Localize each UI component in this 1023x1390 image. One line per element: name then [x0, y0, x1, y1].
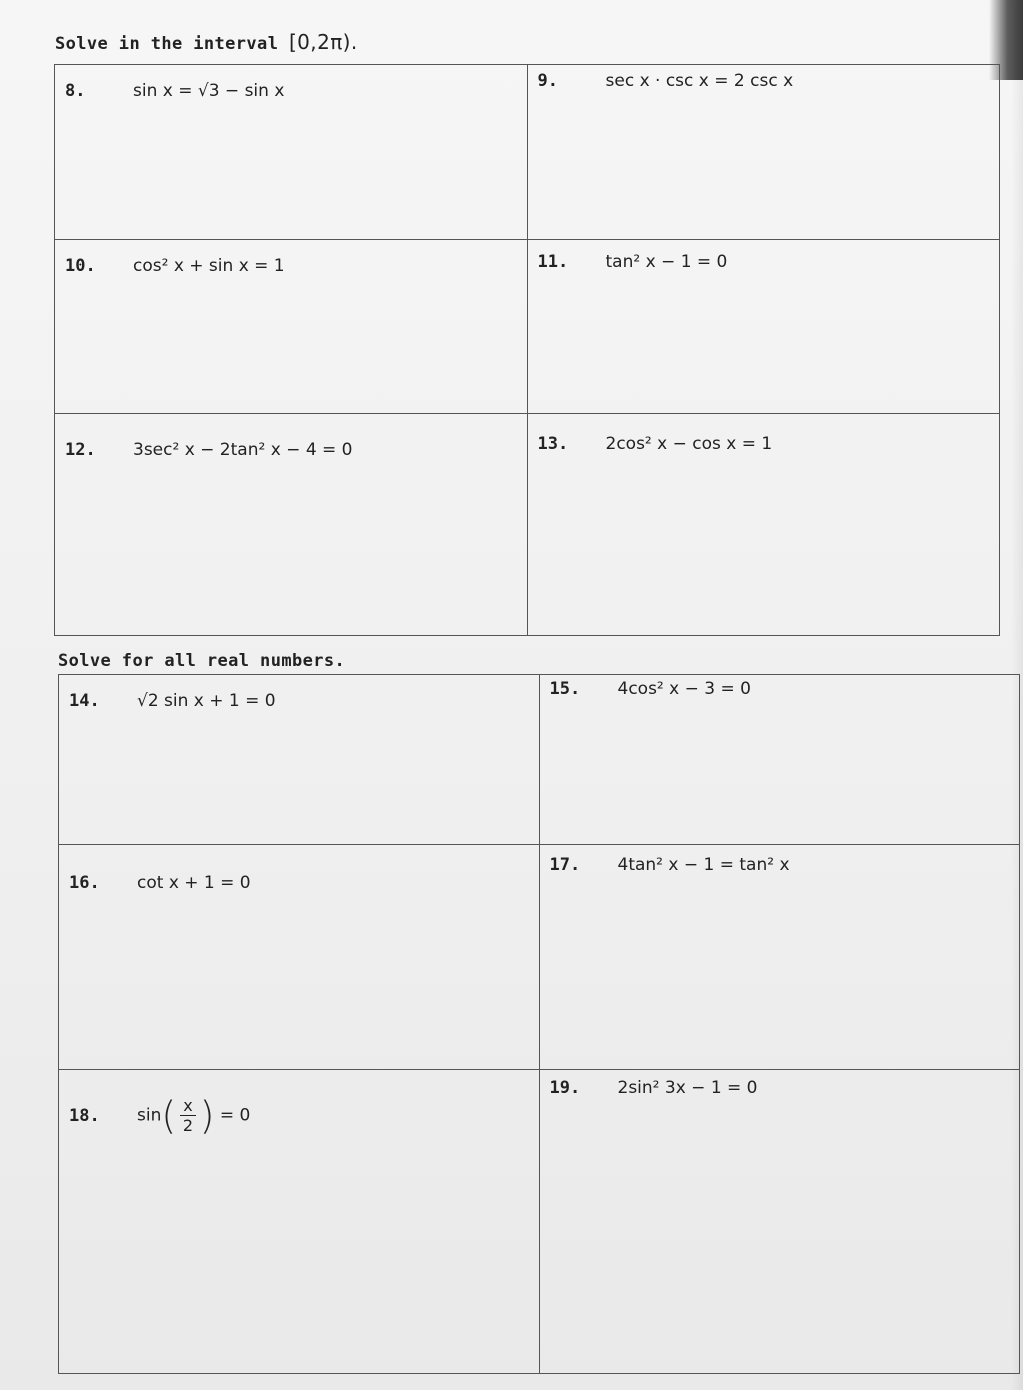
section2-heading-text: Solve for all real numbers.	[58, 651, 346, 671]
problem-number: 14.	[69, 691, 100, 711]
problem-equation: cos² x + sin x = 1	[133, 255, 285, 276]
section1-heading-text: Solve in the interval	[55, 34, 279, 54]
problem-equation	[137, 1093, 251, 1138]
problem-cell	[539, 675, 1020, 845]
fraction-denominator: 2	[182, 1116, 194, 1136]
problem-equation: 4tan² x − 1 = tan² x	[617, 855, 790, 876]
problem-number: 17.	[549, 855, 581, 876]
problems-grid-1	[54, 64, 1000, 636]
right-paren: )	[199, 1093, 215, 1138]
problem-equation: 3sec² x − 2tan² x − 4 = 0	[133, 440, 353, 461]
interval-text: [0,2π).	[288, 30, 358, 54]
problem-cell	[59, 845, 540, 1070]
problem-equation: √2 sin x + 1 = 0	[137, 691, 276, 711]
problem-cell	[527, 414, 1000, 636]
problem-number: 16.	[69, 873, 100, 894]
problem-equation: sec x · csc x = 2 csc x	[605, 71, 794, 91]
section1-heading	[55, 30, 358, 54]
problem-number: 10.	[65, 255, 96, 276]
problem-cell	[539, 845, 1020, 1070]
problem-equation: cot x + 1 = 0	[137, 873, 251, 894]
problem-number: 19.	[549, 1078, 581, 1099]
problem-equation: 2sin² 3x − 1 = 0	[617, 1078, 758, 1099]
problem-equation: tan² x − 1 = 0	[605, 251, 728, 272]
problem-cell	[55, 65, 528, 240]
problem-number: 15.	[549, 679, 581, 699]
fraction-numerator: x	[180, 1096, 195, 1116]
equation-suffix: = 0	[219, 1105, 251, 1126]
problem-equation: sin x = √3 − sin x	[133, 81, 285, 101]
left-paren: (	[161, 1093, 177, 1138]
problem-cell	[55, 239, 528, 414]
problem-cell	[527, 65, 1000, 240]
problem-cell	[59, 675, 540, 845]
problem-cell	[55, 414, 528, 636]
problem-cell	[539, 1070, 1020, 1374]
problem-number: 12.	[65, 440, 96, 461]
problem-number: 13.	[537, 434, 569, 455]
problem-number: 11.	[537, 251, 569, 272]
problem-equation: 4cos² x − 3 = 0	[617, 679, 751, 699]
problem-cell	[59, 1070, 540, 1374]
equation-prefix: sin	[137, 1105, 162, 1126]
problem-number: 18.	[69, 1105, 100, 1126]
problem-equation: 2cos² x − cos x = 1	[605, 434, 773, 455]
problems-grid-2	[58, 674, 1020, 1374]
problem-number: 8.	[65, 81, 86, 101]
problem-cell	[527, 239, 1000, 414]
problem-number: 9.	[537, 71, 558, 91]
fraction	[180, 1096, 195, 1135]
section2-heading	[58, 651, 345, 671]
